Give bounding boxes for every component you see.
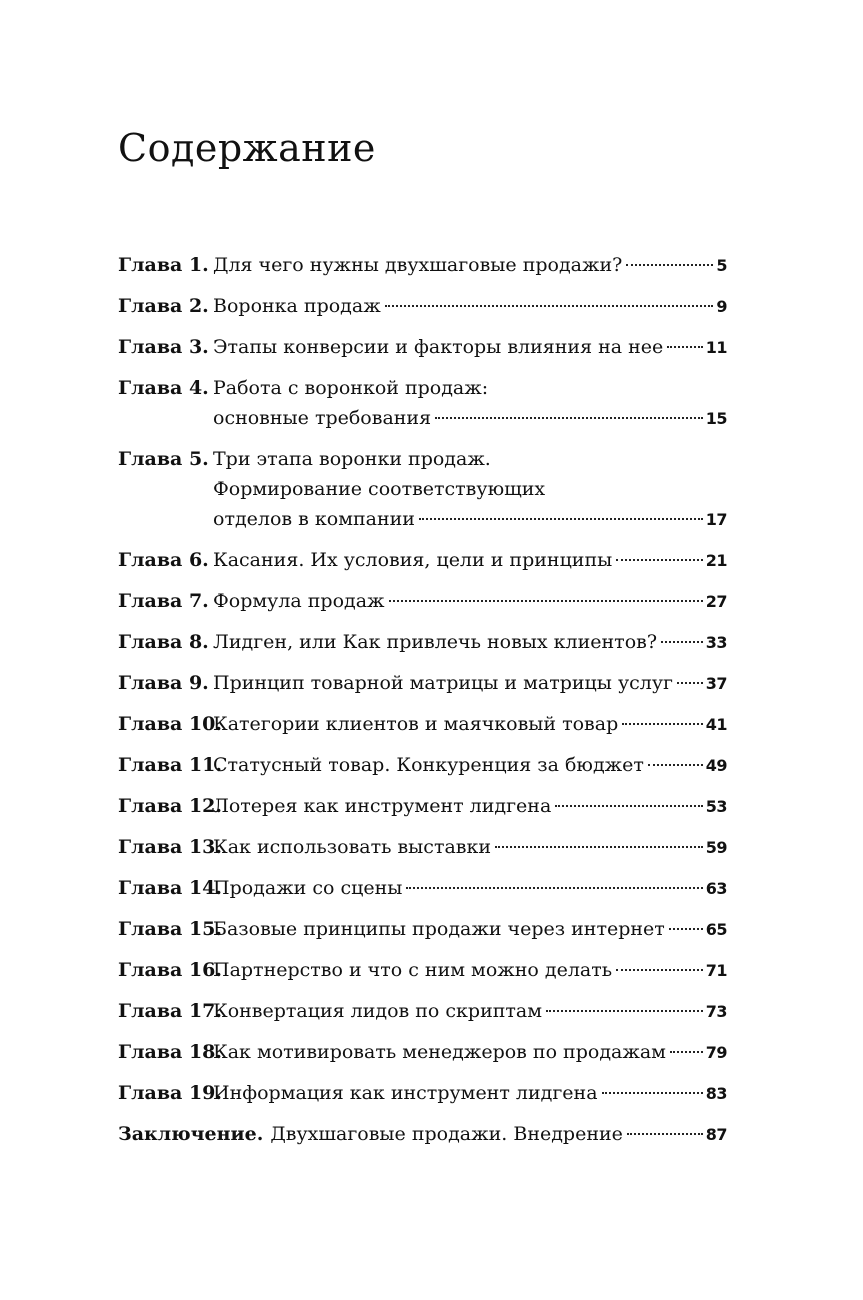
toc-entry-line xyxy=(118,668,727,698)
toc-entry[interactable] xyxy=(118,1078,727,1108)
toc-entry[interactable] xyxy=(118,791,727,821)
page-title: Содержание xyxy=(118,126,376,170)
toc-entry-line xyxy=(118,1078,727,1108)
toc-entry-label: Глава 2. xyxy=(118,295,209,317)
toc-page-number: 27 xyxy=(705,592,727,611)
toc-entry-label: Глава 8. xyxy=(118,631,209,653)
toc-entry-title: Принцип товарной матрицы и матрицы услуг xyxy=(213,672,673,694)
dot-leader xyxy=(389,600,703,602)
toc-entry-line xyxy=(118,1119,727,1149)
toc-entry-title: Партнерство и что с ним можно делать xyxy=(213,959,613,981)
toc-entry-title: Для чего нужны двухшаговые продажи? xyxy=(213,254,623,276)
toc-page-number: 65 xyxy=(705,920,727,939)
toc-entry-title: Лотерея как инструмент лидгена xyxy=(213,795,552,817)
dot-leader xyxy=(648,764,703,766)
toc-entry-title: Информация как инструмент лидгена xyxy=(213,1082,598,1104)
toc-entry[interactable] xyxy=(118,545,727,575)
toc-entry[interactable] xyxy=(118,1119,727,1149)
toc-entry-line xyxy=(118,709,727,739)
toc-page-number: 79 xyxy=(705,1043,727,1062)
toc-page-number: 49 xyxy=(705,756,727,775)
dot-leader xyxy=(670,1051,703,1053)
dot-leader xyxy=(616,969,703,971)
dot-leader xyxy=(385,305,714,307)
dot-leader xyxy=(406,887,702,889)
toc-entry-label: Глава 18. xyxy=(118,1041,223,1063)
dot-leader xyxy=(667,346,702,348)
toc-entry-title: Формирование соответствующих xyxy=(213,478,546,500)
toc-page-number: 15 xyxy=(705,409,727,428)
toc-entry-label: Глава 1. xyxy=(118,254,209,276)
toc-entry-title: Конвертация лидов по скриптам xyxy=(213,1000,543,1022)
toc-entry[interactable] xyxy=(118,832,727,862)
toc-entry[interactable] xyxy=(118,332,727,362)
table-of-contents xyxy=(118,250,727,1160)
toc-page-number: 59 xyxy=(705,838,727,857)
toc-entry-title: Этапы конверсии и факторы влияния на нее xyxy=(213,336,664,358)
toc-entry-label: Глава 15. xyxy=(118,918,223,940)
toc-entry[interactable] xyxy=(118,955,727,985)
toc-entry-title: Как мотивировать менеджеров по продажам xyxy=(213,1041,666,1063)
toc-entry-title: Статусный товар. Конкуренция за бюджет xyxy=(213,754,644,776)
toc-entry-line xyxy=(118,332,727,362)
dot-leader xyxy=(677,682,703,684)
toc-entry-label: Глава 12. xyxy=(118,795,223,817)
toc-entry-line xyxy=(118,873,727,903)
toc-entry[interactable] xyxy=(118,750,727,780)
toc-entry-label: Глава 10. xyxy=(118,713,223,735)
toc-entry-title: отделов в компании xyxy=(213,508,415,530)
toc-entry[interactable] xyxy=(118,627,727,657)
toc-page-number: 21 xyxy=(705,551,727,570)
toc-entry-label: Заключение. xyxy=(118,1123,264,1145)
toc-entry-title: Касания. Их условия, цели и принципы xyxy=(213,549,613,571)
dot-leader xyxy=(669,928,703,930)
dot-leader xyxy=(616,559,703,561)
toc-page-number: 37 xyxy=(705,674,727,693)
toc-page-number: 9 xyxy=(716,297,727,316)
dot-leader xyxy=(602,1092,703,1094)
toc-entry-title: Воронка продаж xyxy=(213,295,381,317)
toc-entry-label: Глава 11. xyxy=(118,754,223,776)
toc-entry-line xyxy=(118,627,727,657)
toc-page-number: 11 xyxy=(705,338,727,357)
toc-entry-title: Лидген, или Как привлечь новых клиентов? xyxy=(213,631,658,653)
toc-entry-line xyxy=(118,1037,727,1067)
dot-leader xyxy=(627,1133,703,1135)
toc-page-number: 41 xyxy=(705,715,727,734)
dot-leader xyxy=(622,723,702,725)
toc-entry-label: Глава 19. xyxy=(118,1082,223,1104)
toc-entry[interactable] xyxy=(118,1037,727,1067)
toc-entry-title: Как использовать выставки xyxy=(213,836,492,858)
toc-page-number: 63 xyxy=(705,879,727,898)
toc-entry[interactable] xyxy=(118,250,727,280)
toc-entry[interactable] xyxy=(118,914,727,944)
toc-entry-line xyxy=(118,750,727,780)
toc-entry-title: Продажи со сцены xyxy=(213,877,403,899)
toc-entry-label: Глава 5. xyxy=(118,448,209,470)
toc-entry-line xyxy=(118,403,727,433)
toc-entry-line xyxy=(118,545,727,575)
toc-entry-line xyxy=(118,955,727,985)
toc-entry[interactable] xyxy=(118,291,727,321)
toc-entry-line xyxy=(118,474,727,504)
toc-entry-line xyxy=(118,504,727,534)
toc-entry[interactable] xyxy=(118,668,727,698)
toc-entry-line xyxy=(118,444,727,474)
toc-page-number: 71 xyxy=(705,961,727,980)
dot-leader xyxy=(495,846,703,848)
toc-entry-label: Глава 3. xyxy=(118,336,209,358)
toc-page-number: 5 xyxy=(716,256,727,275)
toc-entry-title: Три этапа воронки продаж. xyxy=(213,448,491,470)
toc-entry-line xyxy=(118,291,727,321)
toc-page-number: 53 xyxy=(705,797,727,816)
toc-entry-line xyxy=(118,373,727,403)
toc-page-number: 87 xyxy=(705,1125,727,1144)
dot-leader xyxy=(555,805,702,807)
toc-entry-title: Базовые принципы продажи через интернет xyxy=(213,918,665,940)
toc-entry[interactable] xyxy=(118,996,727,1026)
toc-entry-label: Глава 9. xyxy=(118,672,209,694)
toc-entry[interactable] xyxy=(118,444,727,534)
toc-entry-title: Двухшаговые продажи. Внедрение xyxy=(270,1123,623,1145)
toc-entry-line xyxy=(118,832,727,862)
toc-entry-label: Глава 4. xyxy=(118,377,209,399)
toc-entry[interactable] xyxy=(118,873,727,903)
toc-entry-line xyxy=(118,914,727,944)
toc-entry-label: Глава 6. xyxy=(118,549,209,571)
toc-entry-label: Глава 13. xyxy=(118,836,223,858)
toc-entry-line xyxy=(118,996,727,1026)
dot-leader xyxy=(546,1010,703,1012)
dot-leader xyxy=(626,264,713,266)
toc-entry-title: Категории клиентов и маячковый товар xyxy=(213,713,619,735)
toc-page-number: 83 xyxy=(705,1084,727,1103)
toc-entry-line xyxy=(118,250,727,280)
toc-page-number: 17 xyxy=(705,510,727,529)
toc-entry-title: основные требования xyxy=(213,407,432,429)
toc-entry-line xyxy=(118,586,727,616)
toc-entry-label: Глава 14. xyxy=(118,877,223,899)
toc-entry-label: Глава 7. xyxy=(118,590,209,612)
toc-page-number: 33 xyxy=(705,633,727,652)
toc-entry[interactable] xyxy=(118,373,727,433)
toc-page-number: 73 xyxy=(705,1002,727,1021)
toc-entry[interactable] xyxy=(118,709,727,739)
dot-leader xyxy=(435,417,703,419)
dot-leader xyxy=(419,518,703,520)
toc-entry-label: Глава 16. xyxy=(118,959,223,981)
toc-entry-line xyxy=(118,791,727,821)
toc-entry-title: Работа с воронкой продаж: xyxy=(213,377,489,399)
toc-entry-title: Формула продаж xyxy=(213,590,385,612)
toc-entry-label: Глава 17. xyxy=(118,1000,223,1022)
toc-entry[interactable] xyxy=(118,586,727,616)
dot-leader xyxy=(661,641,703,643)
